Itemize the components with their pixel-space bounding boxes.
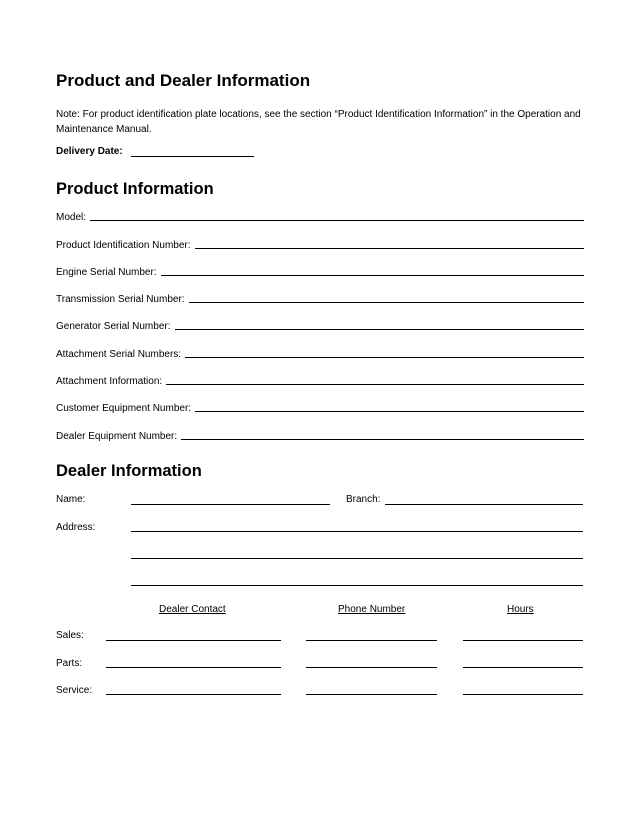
field-label: Attachment Serial Numbers:	[56, 349, 182, 360]
service-phone-field[interactable]	[306, 694, 437, 695]
attachment-serial-field-row[interactable]	[56, 346, 584, 360]
page-title: Product and Dealer Information	[56, 71, 311, 90]
branch-field[interactable]	[385, 504, 583, 505]
field-line[interactable]	[166, 384, 584, 385]
row-label-sales: Sales:	[56, 630, 84, 641]
name-label: Name:	[56, 494, 86, 505]
dealer-equipment-field-row[interactable]	[56, 428, 584, 442]
field-label: Customer Equipment Number:	[56, 403, 192, 414]
delivery-date-label: Delivery Date:	[56, 146, 123, 157]
service-hours-field[interactable]	[463, 694, 583, 695]
product-section-heading: Product Information	[56, 180, 214, 198]
note-text: Note: For product identification plate locations, see the section “Product Identification Information” in the Operation and Maintenance Manual.	[56, 109, 581, 135]
delivery-date-field[interactable]	[131, 156, 254, 157]
sales-contact-field[interactable]	[106, 640, 281, 641]
name-field[interactable]	[131, 504, 330, 505]
address-label: Address:	[56, 522, 96, 533]
field-line[interactable]	[161, 275, 584, 276]
attachment-info-field-row[interactable]	[56, 373, 584, 387]
parts-contact-field[interactable]	[106, 667, 281, 668]
column-header-phone-number: Phone Number	[338, 604, 406, 615]
generator-serial-field-row[interactable]	[56, 318, 584, 332]
address-field-line-2[interactable]	[131, 558, 583, 559]
field-line[interactable]	[175, 329, 585, 330]
field-line[interactable]	[90, 220, 584, 221]
row-label-parts: Parts:	[56, 658, 83, 669]
model-field-row[interactable]	[56, 209, 584, 223]
branch-label: Branch:	[346, 494, 381, 505]
sales-hours-field[interactable]	[463, 640, 583, 641]
customer-equipment-field-row[interactable]	[56, 400, 584, 414]
field-label: Engine Serial Number:	[56, 267, 157, 278]
field-line[interactable]	[195, 248, 584, 249]
address-field-line-1[interactable]	[131, 531, 583, 532]
dealer-section-heading: Dealer Information	[56, 462, 202, 480]
parts-hours-field[interactable]	[463, 667, 583, 668]
service-contact-field[interactable]	[106, 694, 281, 695]
address-field-line-3[interactable]	[131, 585, 583, 586]
sales-phone-field[interactable]	[306, 640, 437, 641]
transmission-serial-field-row[interactable]	[56, 291, 584, 305]
field-label: Generator Serial Number:	[56, 321, 171, 332]
product-id-field-row[interactable]	[56, 237, 584, 251]
field-line[interactable]	[195, 411, 584, 412]
parts-phone-field[interactable]	[306, 667, 437, 668]
column-header-hours: Hours	[507, 604, 534, 615]
column-header-dealer-contact: Dealer Contact	[159, 604, 226, 615]
field-label: Product Identification Number:	[56, 240, 191, 251]
field-line[interactable]	[189, 302, 584, 303]
row-label-service: Service:	[56, 685, 93, 696]
field-label: Attachment Information:	[56, 376, 163, 387]
field-label: Model:	[56, 212, 87, 223]
field-line[interactable]	[181, 439, 584, 440]
field-label: Transmission Serial Number:	[56, 294, 185, 305]
field-line[interactable]	[185, 357, 584, 358]
field-label: Dealer Equipment Number:	[56, 431, 178, 442]
engine-serial-field-row[interactable]	[56, 264, 584, 278]
